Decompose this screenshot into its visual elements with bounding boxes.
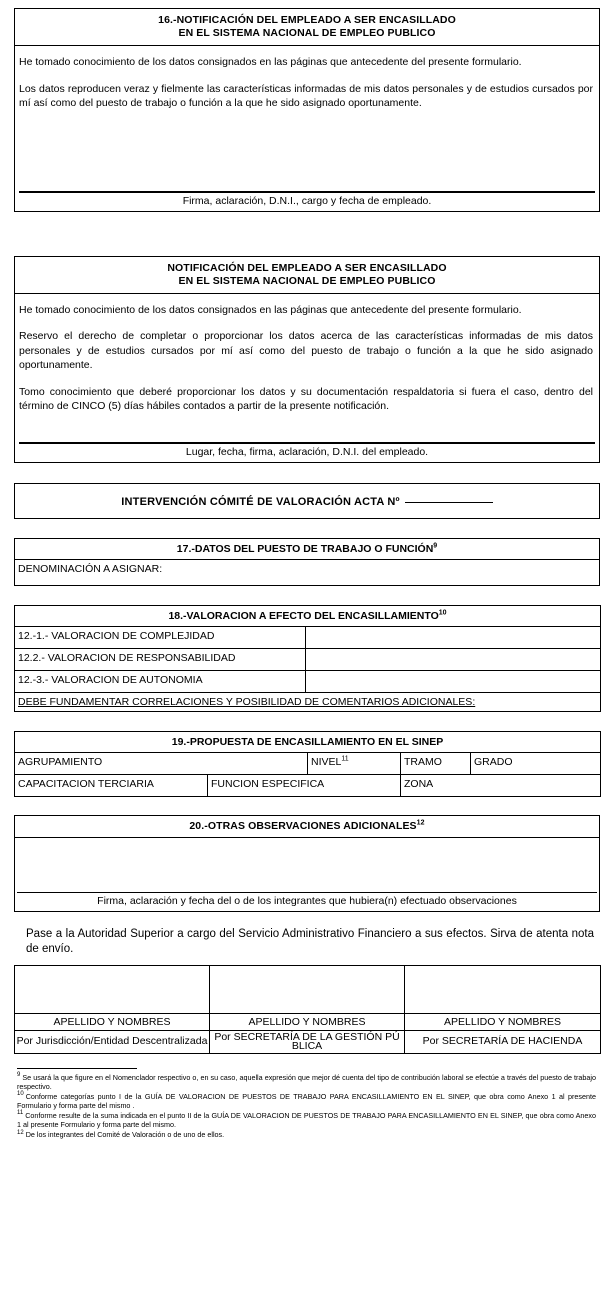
spacer-after-notif2: [14, 463, 602, 483]
agrupamiento-label: AGRUPAMIENTO: [15, 752, 308, 774]
notificacion-2-title-line2: EN EL SISTEMA NACIONAL DE EMPLEO PUBLICO: [178, 274, 436, 287]
firma-name-label-2: APELLIDO Y NOMBRES: [210, 1013, 405, 1030]
section-19-header-row: [15, 731, 601, 752]
valoracion-autonomia-label: 12.-3.- VALORACION DE AUTONOMIA: [15, 670, 306, 692]
notificacion-2-paragraph-1: He tomado conocimiento de los datos consignados en las páginas que antecedente del presente formulario.: [19, 303, 522, 316]
section-17-footnote-marker: 9: [433, 542, 438, 549]
section-16-title-line2: EN EL SISTEMA NACIONAL DE EMPLEO PUBLICO: [178, 27, 436, 39]
section-20-title: 20.-OTRAS OBSERVACIONES ADICIONALES: [189, 819, 417, 832]
footnote-9: [17, 1073, 596, 1092]
valoracion-responsabilidad-label: 12.2.- VALORACION DE RESPONSABILIDAD: [15, 648, 306, 670]
section-18-row-complejidad: [15, 626, 601, 648]
footnote-10-marker: 10: [17, 1091, 24, 1098]
section-19-header: 19.-PROPUESTA DE ENCASILLAMIENTO EN EL SINEP: [15, 731, 601, 752]
firma-sub-label-1: Por Jurisdicción/Entidad Descentralizada: [15, 1030, 210, 1053]
footnote-10-text: Conforme categorías punto I de la GUÍA DE VALORACION DE PUESTOS DE TRABAJO PARA ENCASILLAMIENTO EN EL SINEP, que obra como Anexo 1 al presente Formulario y forma parte del mismo .: [17, 1091, 596, 1111]
section-18-header: [15, 605, 601, 626]
section-16-header: [15, 9, 599, 46]
valoracion-complejidad-label: 12.-1.- VALORACION DE COMPLEJIDAD: [15, 626, 306, 648]
spacer-after-18: [14, 712, 602, 731]
top-spacer: [14, 0, 602, 8]
spacer-after-20: [14, 912, 602, 927]
nivel-label: [308, 752, 401, 774]
notificacion-2-box: [14, 256, 600, 463]
firma-name-label-3: APELLIDO Y NOMBRES: [405, 1013, 601, 1030]
footnote-9-text: Se usará la que figure en el Nomenclador respectivo o, en su caso, aquella expresión que mejor dé cuenta del tipo de contribución laboral se efectúe a través del puesto de trabajo respectivo.: [17, 1072, 596, 1092]
section-16-blank-area[interactable]: [17, 111, 597, 191]
section-16-paragraph-2: Los datos reproducen veraz y fielmente las características informadas de mis datos personales y de estudios cursados por mí así como del puesto de trabajo o función a la que he sido asignado oportunamente.: [19, 82, 593, 109]
tramo-label: TRAMO: [401, 752, 471, 774]
footnote-10: [17, 1092, 596, 1111]
section-17-header: [15, 538, 600, 559]
notificacion-2-header: [15, 257, 599, 294]
firmas-name-row: [15, 1013, 601, 1030]
section-18-header-row: [15, 605, 601, 626]
footnote-12-text: De los integrantes del Comité de Valoración o de uno de ellos.: [25, 1130, 225, 1140]
section-20-header: [15, 816, 599, 838]
firma-name-label-1: APELLIDO Y NOMBRES: [15, 1013, 210, 1030]
spacer-after-16: [14, 212, 602, 234]
denominacion-label: DENOMINACIÓN A ASIGNAR:: [18, 562, 163, 575]
section-17-denominacion-row: [15, 559, 600, 585]
footnote-12: [17, 1130, 596, 1140]
zona-cell[interactable]: ZONA: [401, 774, 601, 796]
section-16-title-line1: 16.-NOTIFICACIÓN DEL EMPLEADO A SER ENCASILLADO: [158, 14, 456, 26]
section-17-title: 17.-DATOS DEL PUESTO DE TRABAJO O FUNCIÓN: [176, 542, 434, 555]
section-18-row-responsabilidad: [15, 648, 601, 670]
acta-number-field[interactable]: [405, 492, 493, 503]
section-16-box: [14, 8, 600, 212]
capacitacion-terciaria-cell[interactable]: CAPACITACION TERCIARIA: [15, 774, 208, 796]
fundamentar-label: DEBE FUNDAMENTAR CORRELACIONES Y POSIBILIDAD DE COMENTARIOS ADICIONALES:: [18, 695, 476, 708]
section-20-signature-caption: Firma, aclaración y fecha del o de los integrantes que hubiera(n) efectuado observaciones: [97, 894, 517, 907]
firma-blank-2[interactable]: [210, 965, 405, 1013]
pase-autoridad-text: Pase a la Autoridad Superior a cargo del Servicio Administrativo Financiero a sus efectos. Sirva de atenta nota de envío.: [26, 927, 594, 955]
section-20-footnote-marker: 12: [416, 819, 425, 826]
firmas-table: [14, 965, 601, 1054]
firma-blank-3[interactable]: [405, 965, 601, 1013]
grado-label: GRADO: [471, 752, 601, 774]
funcion-especifica-cell[interactable]: FUNCION ESPECIFICA: [208, 774, 401, 796]
spacer-after-17: [14, 586, 602, 605]
firma-blank-1[interactable]: [15, 965, 210, 1013]
firmas-sub-row: [15, 1030, 601, 1053]
notificacion-2-paragraph-3: Tomo conocimiento que deberé proporcionar los datos y su documentación respaldatoria si fuera el caso, dentro del término de CINCO (5) días hábiles contados a partir de la presente notificación.: [19, 385, 593, 412]
acta-label: INTERVENCIÓN CÓMITÉ DE VALORACIÓN ACTA Nº: [121, 495, 400, 508]
notificacion-2-signature-caption: Lugar, fecha, firma, aclaración, D.N.I. del empleado.: [185, 445, 429, 458]
spacer-after-pase: [14, 957, 602, 965]
acta-box: [14, 483, 600, 519]
footnote-11-text: Conforme resulte de la suma indicada en el punto II de la GUÍA DE VALORACION DE PUESTOS DE TRABAJO PARA ENCASILLAMIENTO EN EL SINEP, que obra como Anexo 1 al presente Formulario y forma parte del mismo.: [17, 1110, 596, 1130]
section-17-header-row: [15, 538, 600, 559]
valoracion-autonomia-value[interactable]: [306, 670, 601, 692]
notificacion-2-title-line1: NOTIFICACIÓN DEL EMPLEADO A SER ENCASILLADO: [167, 261, 447, 274]
firma-sub-label-3: Por SECRETARÍA DE HACIENDA: [405, 1030, 601, 1053]
valoracion-complejidad-value[interactable]: [306, 626, 601, 648]
section-16-text: [17, 55, 597, 111]
footnote-12-marker: 12: [17, 1129, 24, 1136]
section-19-data-row: [15, 774, 601, 796]
section-17-table: [14, 538, 600, 586]
fundamentar-cell[interactable]: [15, 692, 601, 711]
firma-sub-label-2: Por SECRETARÍA DE LA GESTIÓN PÚ BLICA: [210, 1030, 405, 1053]
section-18-footnote-marker: 10: [438, 609, 447, 616]
section-16-signature-caption: Firma, aclaración, D.N.I., cargo y fecha de empleado.: [182, 194, 432, 207]
notificacion-2-blank-area[interactable]: [17, 414, 597, 442]
spacer-after-19: [14, 797, 602, 815]
footnote-11: [17, 1111, 596, 1130]
section-18-fundamentar-row: [15, 692, 601, 711]
footnotes-block: [14, 1073, 602, 1140]
nivel-footnote-marker: 11: [341, 755, 349, 762]
section-16-content: [15, 46, 599, 193]
footnote-9-marker: 9: [17, 1072, 21, 1079]
footnote-separator: [17, 1068, 137, 1069]
section-19-column-header-row: [15, 752, 601, 774]
nivel-text: NIVEL: [311, 755, 342, 768]
notificacion-2-content: [15, 294, 599, 444]
valoracion-responsabilidad-value[interactable]: [306, 648, 601, 670]
spacer-after-16-b: [14, 234, 602, 256]
section-18-table: [14, 605, 601, 712]
notificacion-2-text: [17, 303, 597, 414]
footnote-11-marker: 11: [17, 1110, 24, 1117]
section-20-body[interactable]: [15, 838, 599, 892]
section-18-row-autonomia: [15, 670, 601, 692]
section-20-box: [14, 815, 600, 912]
denominacion-cell[interactable]: [15, 559, 600, 585]
section-19-table: [14, 731, 601, 797]
spacer-after-acta: [14, 519, 602, 538]
section-18-title: 18.-VALORACION A EFECTO DEL ENCASILLAMIENTO: [168, 609, 439, 622]
section-16-paragraph-1: He tomado conocimiento de los datos consignados en las páginas que antecedente del presente formulario.: [19, 56, 522, 68]
firmas-blank-row: [15, 965, 601, 1013]
notificacion-2-paragraph-2: Reservo el derecho de completar o proporcionar los datos acerca de las características informadas de mis datos personales y de estudios cursados por mí así como del puesto de trabajo o función a la que he sido asignado oportunamente.: [19, 330, 593, 371]
